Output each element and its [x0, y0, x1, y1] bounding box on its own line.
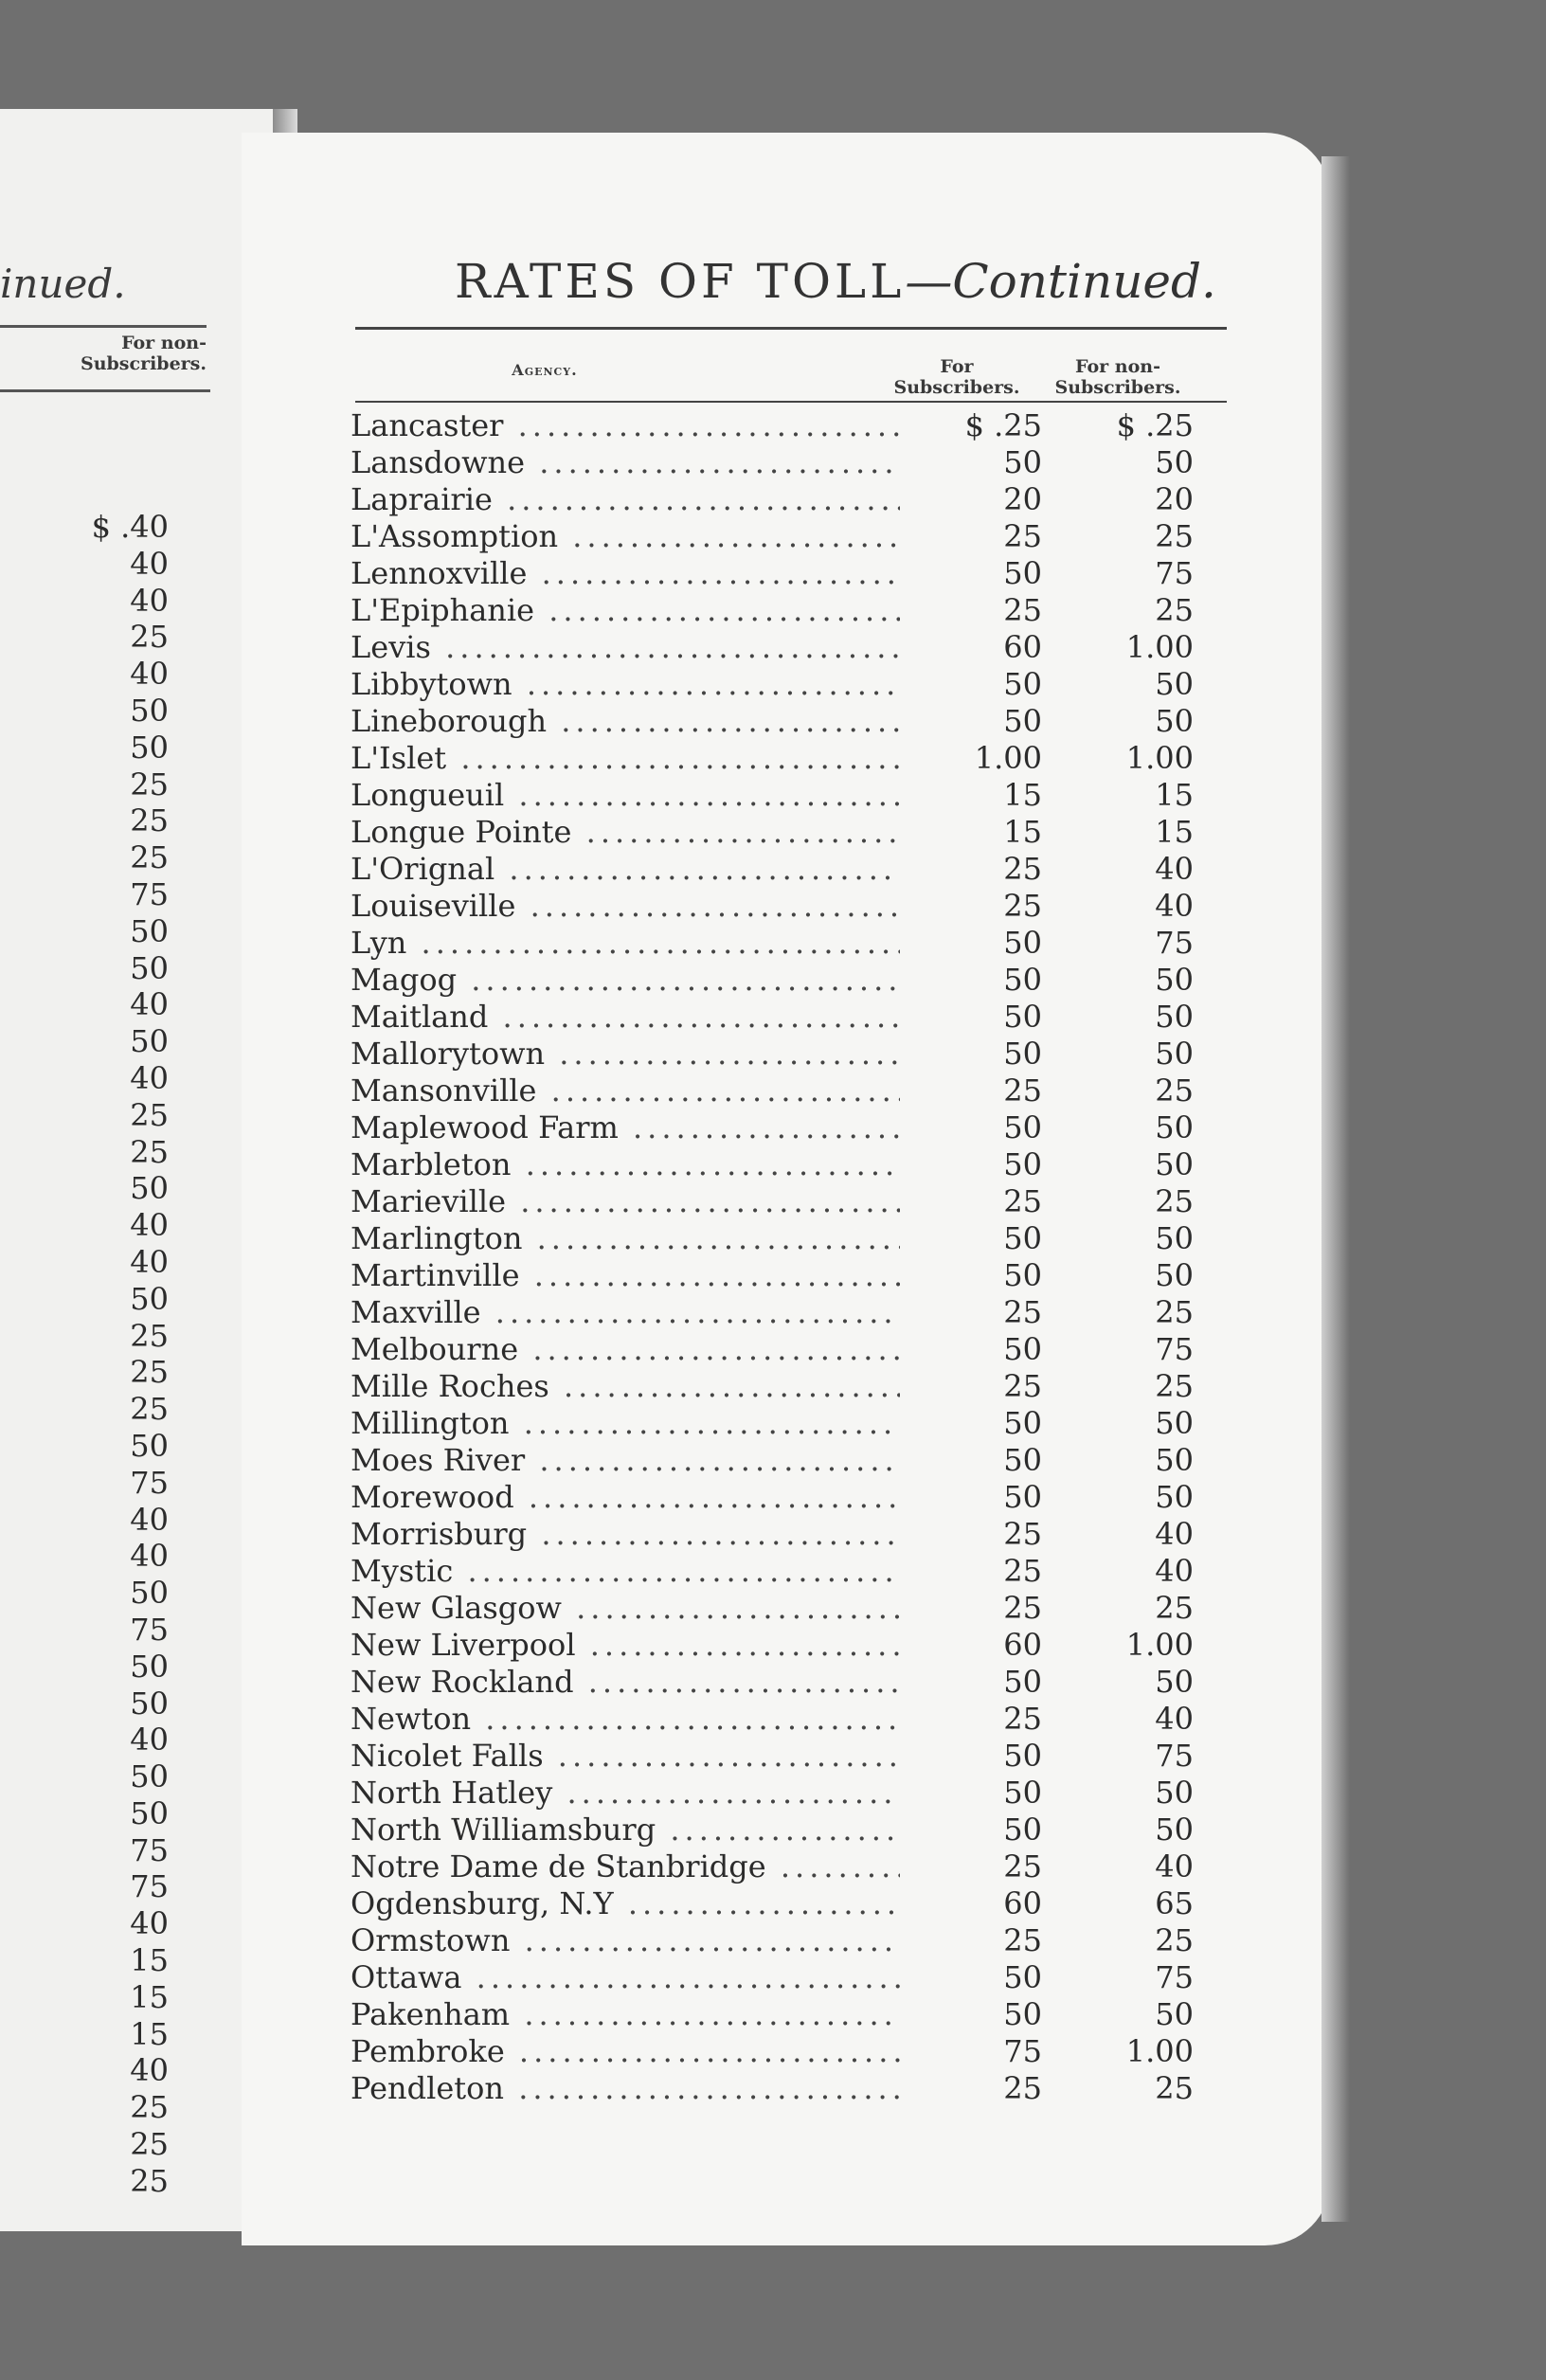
agency-name: Ormstown .....	[351, 1922, 900, 1959]
table-row	[351, 1922, 1222, 1959]
left-value: 50	[130, 1280, 169, 1317]
subscriber-rate: 50	[1003, 1738, 1042, 1774]
non-subscriber-rate: 50	[1155, 1257, 1194, 1293]
non-subscriber-rate: 1.00	[1125, 740, 1194, 776]
subscriber-rate: 50	[1003, 703, 1042, 739]
non-subscriber-rate: 75	[1155, 925, 1194, 961]
table-row	[351, 518, 1222, 555]
table-row	[351, 1553, 1222, 1590]
right-page	[242, 133, 1331, 2245]
subscriber-rate: 50	[1003, 1812, 1042, 1848]
non-subscriber-rate: 50	[1155, 1109, 1194, 1145]
agency-name: Marieville .....	[351, 1183, 900, 1220]
table-row	[351, 1073, 1222, 1109]
agency-name: New Glasgow .....	[351, 1590, 900, 1627]
left-rule-top	[0, 325, 207, 328]
table-row	[351, 1109, 1222, 1146]
table-row	[351, 1220, 1222, 1257]
left-value: 50	[130, 1794, 169, 1831]
left-column-header: For non- Subscribers.	[80, 333, 207, 374]
left-value: 25	[130, 839, 169, 876]
subscriber-rate: 75	[1003, 2033, 1042, 2069]
table-row	[351, 999, 1222, 1036]
agency-name: Pembroke .....	[351, 2033, 900, 2070]
subscriber-rate: 50	[1003, 1479, 1042, 1515]
table-row	[351, 592, 1222, 629]
title-continued: —Continued.	[905, 254, 1216, 309]
subscriber-rate: 25	[1003, 2070, 1042, 2106]
subscriber-rate: 25	[1003, 518, 1042, 554]
left-value: 50	[130, 1427, 169, 1464]
subscriber-rate: 15	[1003, 814, 1042, 850]
subscriber-rate: 25	[1003, 1073, 1042, 1109]
agency-name: Ogdensburg, N.Y .....	[351, 1885, 900, 1922]
agency-name: Lineborough .....	[351, 703, 900, 740]
non-subscriber-rate: 50	[1155, 1146, 1194, 1182]
left-value: 40	[130, 986, 169, 1023]
agency-name: Libbytown .....	[351, 666, 900, 703]
header-rule-bottom	[355, 401, 1227, 403]
left-value: 50	[130, 692, 169, 729]
subscriber-rate: 50	[1003, 962, 1042, 998]
subscriber-rate: 50	[1003, 1036, 1042, 1072]
non-subscriber-rate: 50	[1155, 999, 1194, 1035]
subscriber-rate: 25	[1003, 1183, 1042, 1219]
non-subscriber-rate: 25	[1155, 1294, 1194, 1330]
agency-name: Mansonville .....	[351, 1073, 900, 1109]
table-row	[351, 407, 1222, 444]
left-value: 40	[130, 1905, 169, 1942]
left-value: 50	[130, 912, 169, 949]
left-value: 50	[130, 949, 169, 986]
left-value: 50	[130, 1575, 169, 1612]
agency-name: North Hatley .....	[351, 1775, 900, 1812]
non-subscriber-rate: $ .25	[1116, 407, 1194, 443]
left-value: 40	[130, 1722, 169, 1758]
non-subscriber-rate: 50	[1155, 1996, 1194, 2032]
left-value: 50	[130, 729, 169, 766]
left-value: 50	[130, 1685, 169, 1722]
non-subscriber-rate: 25	[1155, 518, 1194, 554]
table-row	[351, 1738, 1222, 1775]
agency-name: Lennoxville .....	[351, 555, 900, 592]
left-value: 25	[130, 1096, 169, 1133]
left-page-heading: inued.	[0, 261, 126, 307]
agency-name: Notre Dame de Stanbridge .....	[351, 1848, 900, 1885]
non-subscriber-rate: 25	[1155, 592, 1194, 628]
non-subscriber-rate: 15	[1155, 777, 1194, 813]
table-row	[351, 2033, 1222, 2070]
agency-name: Maitland .....	[351, 999, 900, 1036]
table-row	[351, 1405, 1222, 1442]
table-row	[351, 666, 1222, 703]
table-row	[351, 925, 1222, 962]
agency-name: Lyn .....	[351, 925, 900, 962]
non-subscriber-rate: 75	[1155, 1738, 1194, 1774]
table-row	[351, 1257, 1222, 1294]
non-subscriber-rate: 25	[1155, 1922, 1194, 1958]
subscriber-rate: 50	[1003, 925, 1042, 961]
agency-name: Longue Pointe .....	[351, 814, 900, 851]
non-subscriber-rate: 75	[1155, 555, 1194, 591]
left-value: 25	[130, 2089, 169, 2126]
table-row	[351, 1590, 1222, 1627]
left-rule-mid	[0, 389, 210, 392]
non-subscriber-rate: 65	[1155, 1885, 1194, 1921]
non-subscriber-rate: 50	[1155, 1405, 1194, 1441]
left-value: 25	[130, 766, 169, 802]
non-subscriber-rate: 50	[1155, 1812, 1194, 1848]
agency-name: Maplewood Farm .....	[351, 1109, 900, 1146]
non-subscriber-rate: 1.00	[1125, 2033, 1194, 2069]
subscriber-rate: 50	[1003, 999, 1042, 1035]
page-edge-shadow	[1321, 156, 1350, 2222]
agency-name: Moes River .....	[351, 1442, 900, 1479]
agency-name: Marlington .....	[351, 1220, 900, 1257]
agency-name: Pendleton .....	[351, 2070, 900, 2107]
subscriber-rate: 25	[1003, 592, 1042, 628]
agency-name: L'Islet .....	[351, 740, 900, 777]
table-row	[351, 2070, 1222, 2107]
left-value: 25	[130, 1391, 169, 1428]
subscriber-rate: 25	[1003, 1701, 1042, 1737]
subscriber-rate: 50	[1003, 1775, 1042, 1811]
table-row	[351, 814, 1222, 851]
table-row	[351, 1036, 1222, 1073]
subscriber-rate: 50	[1003, 666, 1042, 702]
agency-name: Louiseville .....	[351, 888, 900, 925]
subscriber-rate: 60	[1003, 1885, 1042, 1921]
non-subscriber-rate: 1.00	[1125, 629, 1194, 665]
non-subscriber-rate: 50	[1155, 1664, 1194, 1700]
left-value: 75	[130, 1464, 169, 1501]
column-header-non-subscribers: For non- Subscribers.	[1054, 356, 1181, 398]
left-value: 50	[130, 1170, 169, 1207]
subscriber-rate: 25	[1003, 1922, 1042, 1958]
non-subscriber-rate: 1.00	[1125, 1627, 1194, 1663]
table-row	[351, 481, 1222, 518]
agency-name: Morewood .....	[351, 1479, 900, 1516]
table-row	[351, 1885, 1222, 1922]
left-value: 75	[130, 1831, 169, 1868]
non-subscriber-rate: 75	[1155, 1959, 1194, 1995]
non-subscriber-rate: 40	[1155, 1701, 1194, 1737]
non-subscriber-rate: 15	[1155, 814, 1194, 850]
agency-name: Laprairie .....	[351, 481, 900, 518]
non-subscriber-rate: 40	[1155, 888, 1194, 924]
subscriber-rate: 50	[1003, 444, 1042, 480]
agency-name: Lansdowne .....	[351, 444, 900, 481]
non-subscriber-rate: 75	[1155, 1331, 1194, 1367]
table-row	[351, 1183, 1222, 1220]
left-value: 40	[130, 1059, 169, 1096]
agency-name: Mystic .....	[351, 1553, 900, 1590]
table-row	[351, 851, 1222, 888]
left-value: 40	[130, 582, 169, 619]
non-subscriber-rate: 50	[1155, 666, 1194, 702]
agency-name: Nicolet Falls .....	[351, 1738, 900, 1775]
left-value: 75	[130, 1611, 169, 1648]
left-value: 15	[130, 2015, 169, 2052]
agency-name: Martinville .....	[351, 1257, 900, 1294]
table-row	[351, 1294, 1222, 1331]
subscriber-rate: 50	[1003, 1996, 1042, 2032]
table-row	[351, 1775, 1222, 1812]
agency-name: Levis .....	[351, 629, 900, 666]
non-subscriber-rate: 25	[1155, 2070, 1194, 2106]
left-value: 40	[130, 1538, 169, 1575]
agency-name: Mallorytown .....	[351, 1036, 900, 1073]
column-header-subscribers: For Subscribers.	[893, 356, 1020, 398]
non-subscriber-rate: 50	[1155, 1479, 1194, 1515]
table-row	[351, 1959, 1222, 1996]
subscriber-rate: 25	[1003, 1553, 1042, 1589]
agency-name: Melbourne .....	[351, 1331, 900, 1368]
table-row	[351, 1812, 1222, 1848]
agency-name: Newton .....	[351, 1701, 900, 1738]
table-row	[351, 1701, 1222, 1738]
left-value: 25	[130, 2126, 169, 2163]
left-value: 40	[130, 2052, 169, 2089]
left-value: 25	[130, 2162, 169, 2199]
table-row	[351, 740, 1222, 777]
non-subscriber-rate: 25	[1155, 1368, 1194, 1404]
left-value: 25	[130, 1133, 169, 1170]
non-subscriber-rate: 40	[1155, 1553, 1194, 1589]
left-value: 50	[130, 1023, 169, 1060]
subscriber-rate: 20	[1003, 481, 1042, 517]
agency-name: New Rockland .....	[351, 1664, 900, 1701]
agency-name: Pakenham .....	[351, 1996, 900, 2033]
agency-name: North Williamsburg .....	[351, 1812, 900, 1848]
subscriber-rate: 50	[1003, 1257, 1042, 1293]
subscriber-rate: 15	[1003, 777, 1042, 813]
non-subscriber-rate: 20	[1155, 481, 1194, 517]
agency-name: Maxville .....	[351, 1294, 900, 1331]
non-subscriber-rate: 25	[1155, 1183, 1194, 1219]
non-subscriber-rate: 50	[1155, 1220, 1194, 1256]
table-row	[351, 629, 1222, 666]
left-value: 40	[130, 1207, 169, 1244]
column-header-agency: Agency.	[512, 361, 578, 379]
header-rule-top	[355, 327, 1227, 330]
non-subscriber-rate: 50	[1155, 444, 1194, 480]
table-row	[351, 1664, 1222, 1701]
subscriber-rate: $ .25	[964, 407, 1042, 443]
non-subscriber-rate: 25	[1155, 1590, 1194, 1626]
agency-name: Mille Roches .....	[351, 1368, 900, 1405]
left-value: 25	[130, 619, 169, 656]
table-row	[351, 1331, 1222, 1368]
table-row	[351, 703, 1222, 740]
rates-table	[351, 407, 1222, 2107]
subscriber-rate: 25	[1003, 888, 1042, 924]
subscriber-rate: 1.00	[974, 740, 1042, 776]
table-row	[351, 1146, 1222, 1183]
subscriber-rate: 50	[1003, 1405, 1042, 1441]
subscriber-rate: 60	[1003, 1627, 1042, 1663]
left-value: 25	[130, 1317, 169, 1354]
agency-name: Ottawa .....	[351, 1959, 900, 1996]
table-row	[351, 777, 1222, 814]
left-value: 40	[130, 656, 169, 693]
non-subscriber-rate: 40	[1155, 851, 1194, 887]
subscriber-rate: 25	[1003, 1848, 1042, 1884]
table-row	[351, 1848, 1222, 1885]
left-value: 75	[130, 1868, 169, 1905]
non-subscriber-rate: 50	[1155, 1036, 1194, 1072]
left-value: 25	[130, 802, 169, 839]
non-subscriber-rate: 50	[1155, 962, 1194, 998]
subscriber-rate: 50	[1003, 1109, 1042, 1145]
non-subscriber-rate: 25	[1155, 1073, 1194, 1109]
table-row	[351, 1627, 1222, 1664]
table-row	[351, 962, 1222, 999]
title-main: RATES OF TOLL	[455, 254, 906, 309]
left-value: 50	[130, 1758, 169, 1795]
agency-name: L'Assomption .....	[351, 518, 900, 555]
agency-name: Lancaster .....	[351, 407, 900, 444]
non-subscriber-rate: 50	[1155, 1775, 1194, 1811]
left-value: 40	[130, 1501, 169, 1538]
agency-name: L'Orignal .....	[351, 851, 900, 888]
non-subscriber-rate: 50	[1155, 1442, 1194, 1478]
non-subscriber-rate: 50	[1155, 703, 1194, 739]
non-subscriber-rate: 40	[1155, 1516, 1194, 1552]
table-row	[351, 444, 1222, 481]
left-value: 15	[130, 1978, 169, 2015]
table-row	[351, 888, 1222, 925]
subscriber-rate: 50	[1003, 1959, 1042, 1995]
table-row	[351, 1516, 1222, 1553]
left-value: 15	[130, 1942, 169, 1979]
subscriber-rate: 60	[1003, 629, 1042, 665]
subscriber-rate: 25	[1003, 851, 1042, 887]
subscriber-rate: 50	[1003, 555, 1042, 591]
subscriber-rate: 50	[1003, 1331, 1042, 1367]
subscriber-rate: 50	[1003, 1664, 1042, 1700]
subscriber-rate: 50	[1003, 1442, 1042, 1478]
agency-name: Marbleton .....	[351, 1146, 900, 1183]
non-subscriber-rate: 40	[1155, 1848, 1194, 1884]
left-value: 50	[130, 1648, 169, 1685]
agency-name: New Liverpool .....	[351, 1627, 900, 1664]
table-row	[351, 555, 1222, 592]
left-value: 40	[130, 545, 169, 582]
subscriber-rate: 25	[1003, 1368, 1042, 1404]
table-row	[351, 1442, 1222, 1479]
table-row	[351, 1479, 1222, 1516]
agency-name: Magog .....	[351, 962, 900, 999]
page-title	[455, 254, 1216, 309]
agency-name: Morrisburg .....	[351, 1516, 900, 1553]
subscriber-rate: 25	[1003, 1516, 1042, 1552]
table-row	[351, 1368, 1222, 1405]
agency-name: L'Epiphanie .....	[351, 592, 900, 629]
left-value: 25	[130, 1354, 169, 1391]
left-value: $ .40	[91, 509, 169, 545]
subscriber-rate: 25	[1003, 1294, 1042, 1330]
left-value: 75	[130, 875, 169, 912]
subscriber-rate: 50	[1003, 1220, 1042, 1256]
agency-name: Millington .....	[351, 1405, 900, 1442]
table-row	[351, 1996, 1222, 2033]
subscriber-rate: 25	[1003, 1590, 1042, 1626]
left-values-column	[57, 509, 169, 2200]
subscriber-rate: 50	[1003, 1146, 1042, 1182]
left-value: 40	[130, 1243, 169, 1280]
agency-name: Longueuil .....	[351, 777, 900, 814]
